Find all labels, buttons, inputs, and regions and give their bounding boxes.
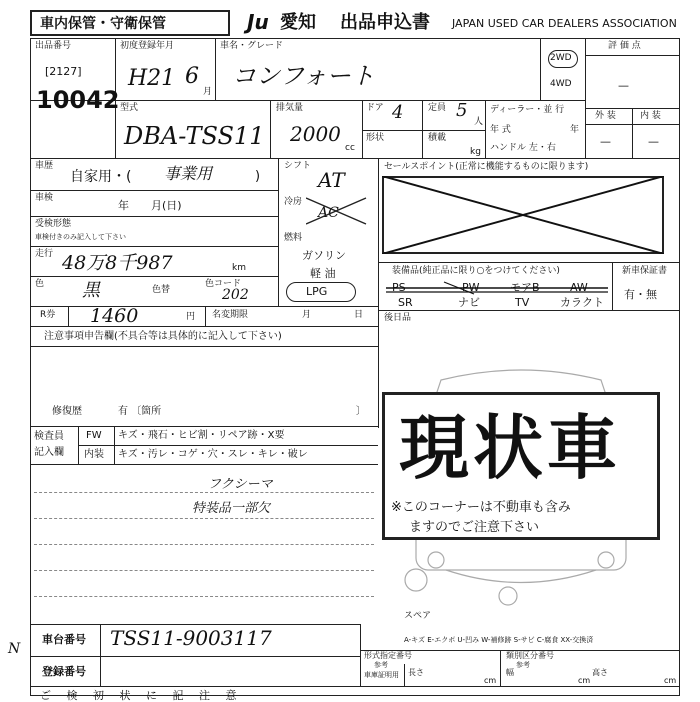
name-change-day: 日 [354, 310, 364, 320]
shift-label: シフト [284, 161, 312, 171]
divider [360, 624, 361, 686]
doors-value: 4 [392, 102, 404, 123]
width-unit: cm [578, 676, 591, 685]
color-code-value: 202 [222, 287, 249, 303]
form-title: 出品申込書 [340, 12, 430, 33]
equip-sr: SR [398, 296, 413, 309]
shift-value: AT [318, 168, 345, 192]
divider [485, 100, 486, 158]
r-ticket-value: 1460 [90, 305, 139, 327]
handwritten-note-2: 特装品一部欠 [192, 501, 271, 516]
inspector-label-2: 記入欄 [34, 447, 64, 458]
rear-items-label: 後日品 [384, 313, 412, 323]
divider [632, 108, 633, 158]
color-code-label: 色コード [205, 279, 242, 289]
divider [30, 464, 378, 465]
sales-points-crossout-icon [382, 176, 664, 254]
fuel-gasoline: ガソリン [302, 249, 346, 262]
interior-value: — [648, 135, 659, 148]
color-value: 黒 [82, 280, 100, 301]
rating-value: — [618, 79, 629, 92]
displacement-value: 2000 [290, 122, 341, 146]
equipment-strike-icon [384, 278, 610, 308]
equip-navi: ナビ [458, 296, 480, 309]
ac-crossout-icon [306, 196, 368, 226]
displacement-label: 排気量 [276, 103, 304, 113]
month-unit: 月 [203, 87, 213, 97]
name-change-label: 名変期限 [212, 310, 249, 320]
first-reg-era: H21 [128, 66, 176, 91]
interior-row-label: 内装 [84, 449, 104, 460]
divider [30, 686, 680, 687]
drive-4wd: 4WD [550, 79, 572, 89]
load-label: 積載 [428, 133, 447, 143]
divider [378, 158, 379, 428]
note-line [34, 544, 374, 545]
height-unit: cm [664, 676, 677, 685]
exterior-label: 外 装 [595, 111, 616, 121]
doors-label: ドア [366, 103, 384, 113]
divider [378, 262, 680, 263]
registration-label: 登録番号 [42, 665, 86, 678]
divider [68, 306, 69, 326]
exterior-value: — [600, 135, 611, 148]
sales-points-label: セールスポイント(正常に機能するものに限ります) [384, 162, 589, 172]
first-reg-month: 6 [185, 64, 199, 89]
note-line [34, 596, 374, 597]
divider [422, 100, 423, 158]
equip-karakuto: カラクト [560, 296, 604, 309]
margin-mark: N [8, 641, 21, 657]
as-is-title: 現状車 [399, 407, 621, 489]
fw-label: FW [86, 430, 102, 441]
badge-text: 車内保管・守衛保管 [40, 16, 166, 32]
model-value: DBA-TSS11 [124, 122, 265, 150]
fw-text: キズ・飛石・ヒビ割・リペア跡・X要 [118, 430, 285, 441]
equip-morb: モアB [510, 281, 540, 294]
history-close: ) [255, 169, 261, 184]
association-name: JAPAN USED CAR DEALERS ASSOCIATION [452, 17, 677, 30]
model-label: 型式 [120, 103, 139, 113]
equip-aw: AW [570, 281, 588, 294]
ju-logo: Ju [247, 10, 269, 34]
warranty-label: 新車保証書 [622, 266, 668, 276]
equip-pw: PW [462, 281, 480, 294]
mileage-label: 走行 [35, 249, 54, 259]
year-label: 年 式 [490, 125, 511, 135]
name-change-month: 月 [302, 310, 312, 320]
divider [378, 310, 680, 311]
fuel-diesel: 軽 油 [310, 267, 336, 280]
repair-close: 〕 [356, 406, 366, 417]
note-line [34, 492, 374, 493]
mileage-value: 48万8千987 [62, 252, 173, 274]
cls-label: 類別区分番号 [506, 651, 554, 660]
dealer-label: ディーラー・並 行 [490, 105, 565, 115]
handle-label: ハンドル 左・右 [490, 143, 556, 153]
divider [270, 100, 271, 158]
car-name-label: 車名・グレード [220, 41, 284, 51]
repair-value: 有 〔箇所 [118, 406, 162, 417]
capacity-unit: 人 [474, 117, 484, 127]
bottom-row-text: ご 検 初 状 に 記 注 意 [40, 689, 243, 702]
notes-label: 注意事項申告欄(不具合等は具体的に記入して下さい) [44, 331, 282, 342]
history-handwritten: 事業用 [164, 164, 213, 183]
divider [30, 326, 378, 327]
color-change-label: 色替 [152, 285, 171, 295]
note-line [34, 518, 374, 519]
divider [585, 38, 586, 158]
inspection-value: 年 月(日) [118, 199, 182, 212]
divider [362, 100, 363, 158]
rating-label: 評 価 点 [608, 41, 641, 51]
fuel-lpg: LPG [306, 285, 328, 298]
divider [30, 346, 378, 347]
listing-number: 10042 [36, 86, 120, 114]
divider [30, 158, 680, 159]
stamp-note-2: ますのでご注意下さい [409, 520, 540, 535]
height-label: 高さ [592, 668, 608, 677]
color-label: 色 [35, 279, 45, 289]
handwritten-note-1: フクシーマ [208, 477, 273, 492]
r-ticket-label: R券 [40, 310, 56, 320]
receipt-note: 車検付きのみ記入して下さい [35, 233, 126, 241]
as-is-stamp [382, 392, 660, 540]
inspection-label: 車検 [35, 193, 54, 203]
equipment-label: 装備品(純正品に限り○をつけてください) [392, 266, 560, 276]
divider [585, 55, 680, 56]
length-label: 長さ [408, 668, 424, 677]
equip-tv: TV [515, 296, 530, 309]
spare-label: スペア [404, 611, 432, 621]
divider [30, 426, 378, 427]
length-unit: cm [484, 676, 497, 685]
note-line [34, 570, 374, 571]
divider [500, 650, 501, 686]
drive-2wd: 2WD [550, 53, 572, 63]
kg-unit: kg [470, 147, 481, 157]
cert-label: 形式指定番号 [364, 651, 412, 660]
divider [78, 445, 378, 446]
damage-legend: A-キズ E-エクボ U-凹み W-補修跡 S-サビ C-腐食 XX-交換済 [404, 636, 594, 644]
divider [30, 216, 278, 217]
cert-ref: 参考 [374, 661, 388, 669]
listing-number-label: 出品番号 [35, 41, 72, 51]
divider [612, 262, 613, 310]
repair-label: 修復歴 [52, 406, 82, 417]
shape-label: 形状 [366, 133, 385, 143]
year-unit: 年 [570, 125, 580, 135]
equip-ps: PS [392, 281, 406, 294]
warranty-value: 有・無 [624, 288, 657, 301]
divider [585, 124, 680, 125]
badge-storage [30, 10, 230, 36]
divider [215, 38, 216, 100]
fuel-label: 燃料 [284, 233, 303, 243]
interior-row-text: キズ・汚レ・コゲ・穴・スレ・キレ・破レ [118, 449, 308, 460]
capacity-value: 5 [456, 100, 468, 121]
divider [540, 38, 541, 100]
divider [30, 190, 278, 191]
divider [404, 664, 405, 686]
width-label: 幅 [506, 668, 514, 677]
history-value: 自家用・( [70, 169, 132, 185]
divider [30, 276, 278, 277]
yen-unit: 円 [186, 312, 196, 322]
capacity-label: 定員 [428, 103, 447, 113]
ac-value: AC [318, 205, 339, 221]
org-name: 愛知 [280, 12, 316, 33]
km-unit: km [232, 263, 246, 273]
bracket-number: [2127] [45, 65, 82, 78]
chassis-value: TSS11-9003117 [110, 626, 272, 650]
ac-label: 冷房 [284, 197, 303, 207]
cls-ref: 参考 [516, 661, 530, 669]
divider [30, 246, 278, 247]
divider [100, 624, 101, 686]
body-cert-label: 車庫証明用 [364, 671, 399, 679]
cc-unit: cc [345, 143, 355, 153]
history-label: 車歴 [35, 161, 54, 171]
divider [362, 130, 485, 131]
divider [205, 306, 206, 326]
chassis-label: 車台番号 [42, 633, 86, 646]
divider [30, 624, 360, 625]
first-reg-label: 初度登録年月 [120, 41, 175, 51]
inspector-label-1: 検査員 [34, 431, 64, 442]
stamp-note-1: ※このコーナーは不動車も含み [391, 500, 571, 515]
divider [30, 656, 360, 657]
car-name-value: コンフォート [232, 62, 375, 90]
receipt-label: 受検形態 [35, 219, 72, 229]
divider [30, 306, 378, 307]
divider [278, 158, 279, 306]
interior-label: 内 装 [640, 111, 661, 121]
